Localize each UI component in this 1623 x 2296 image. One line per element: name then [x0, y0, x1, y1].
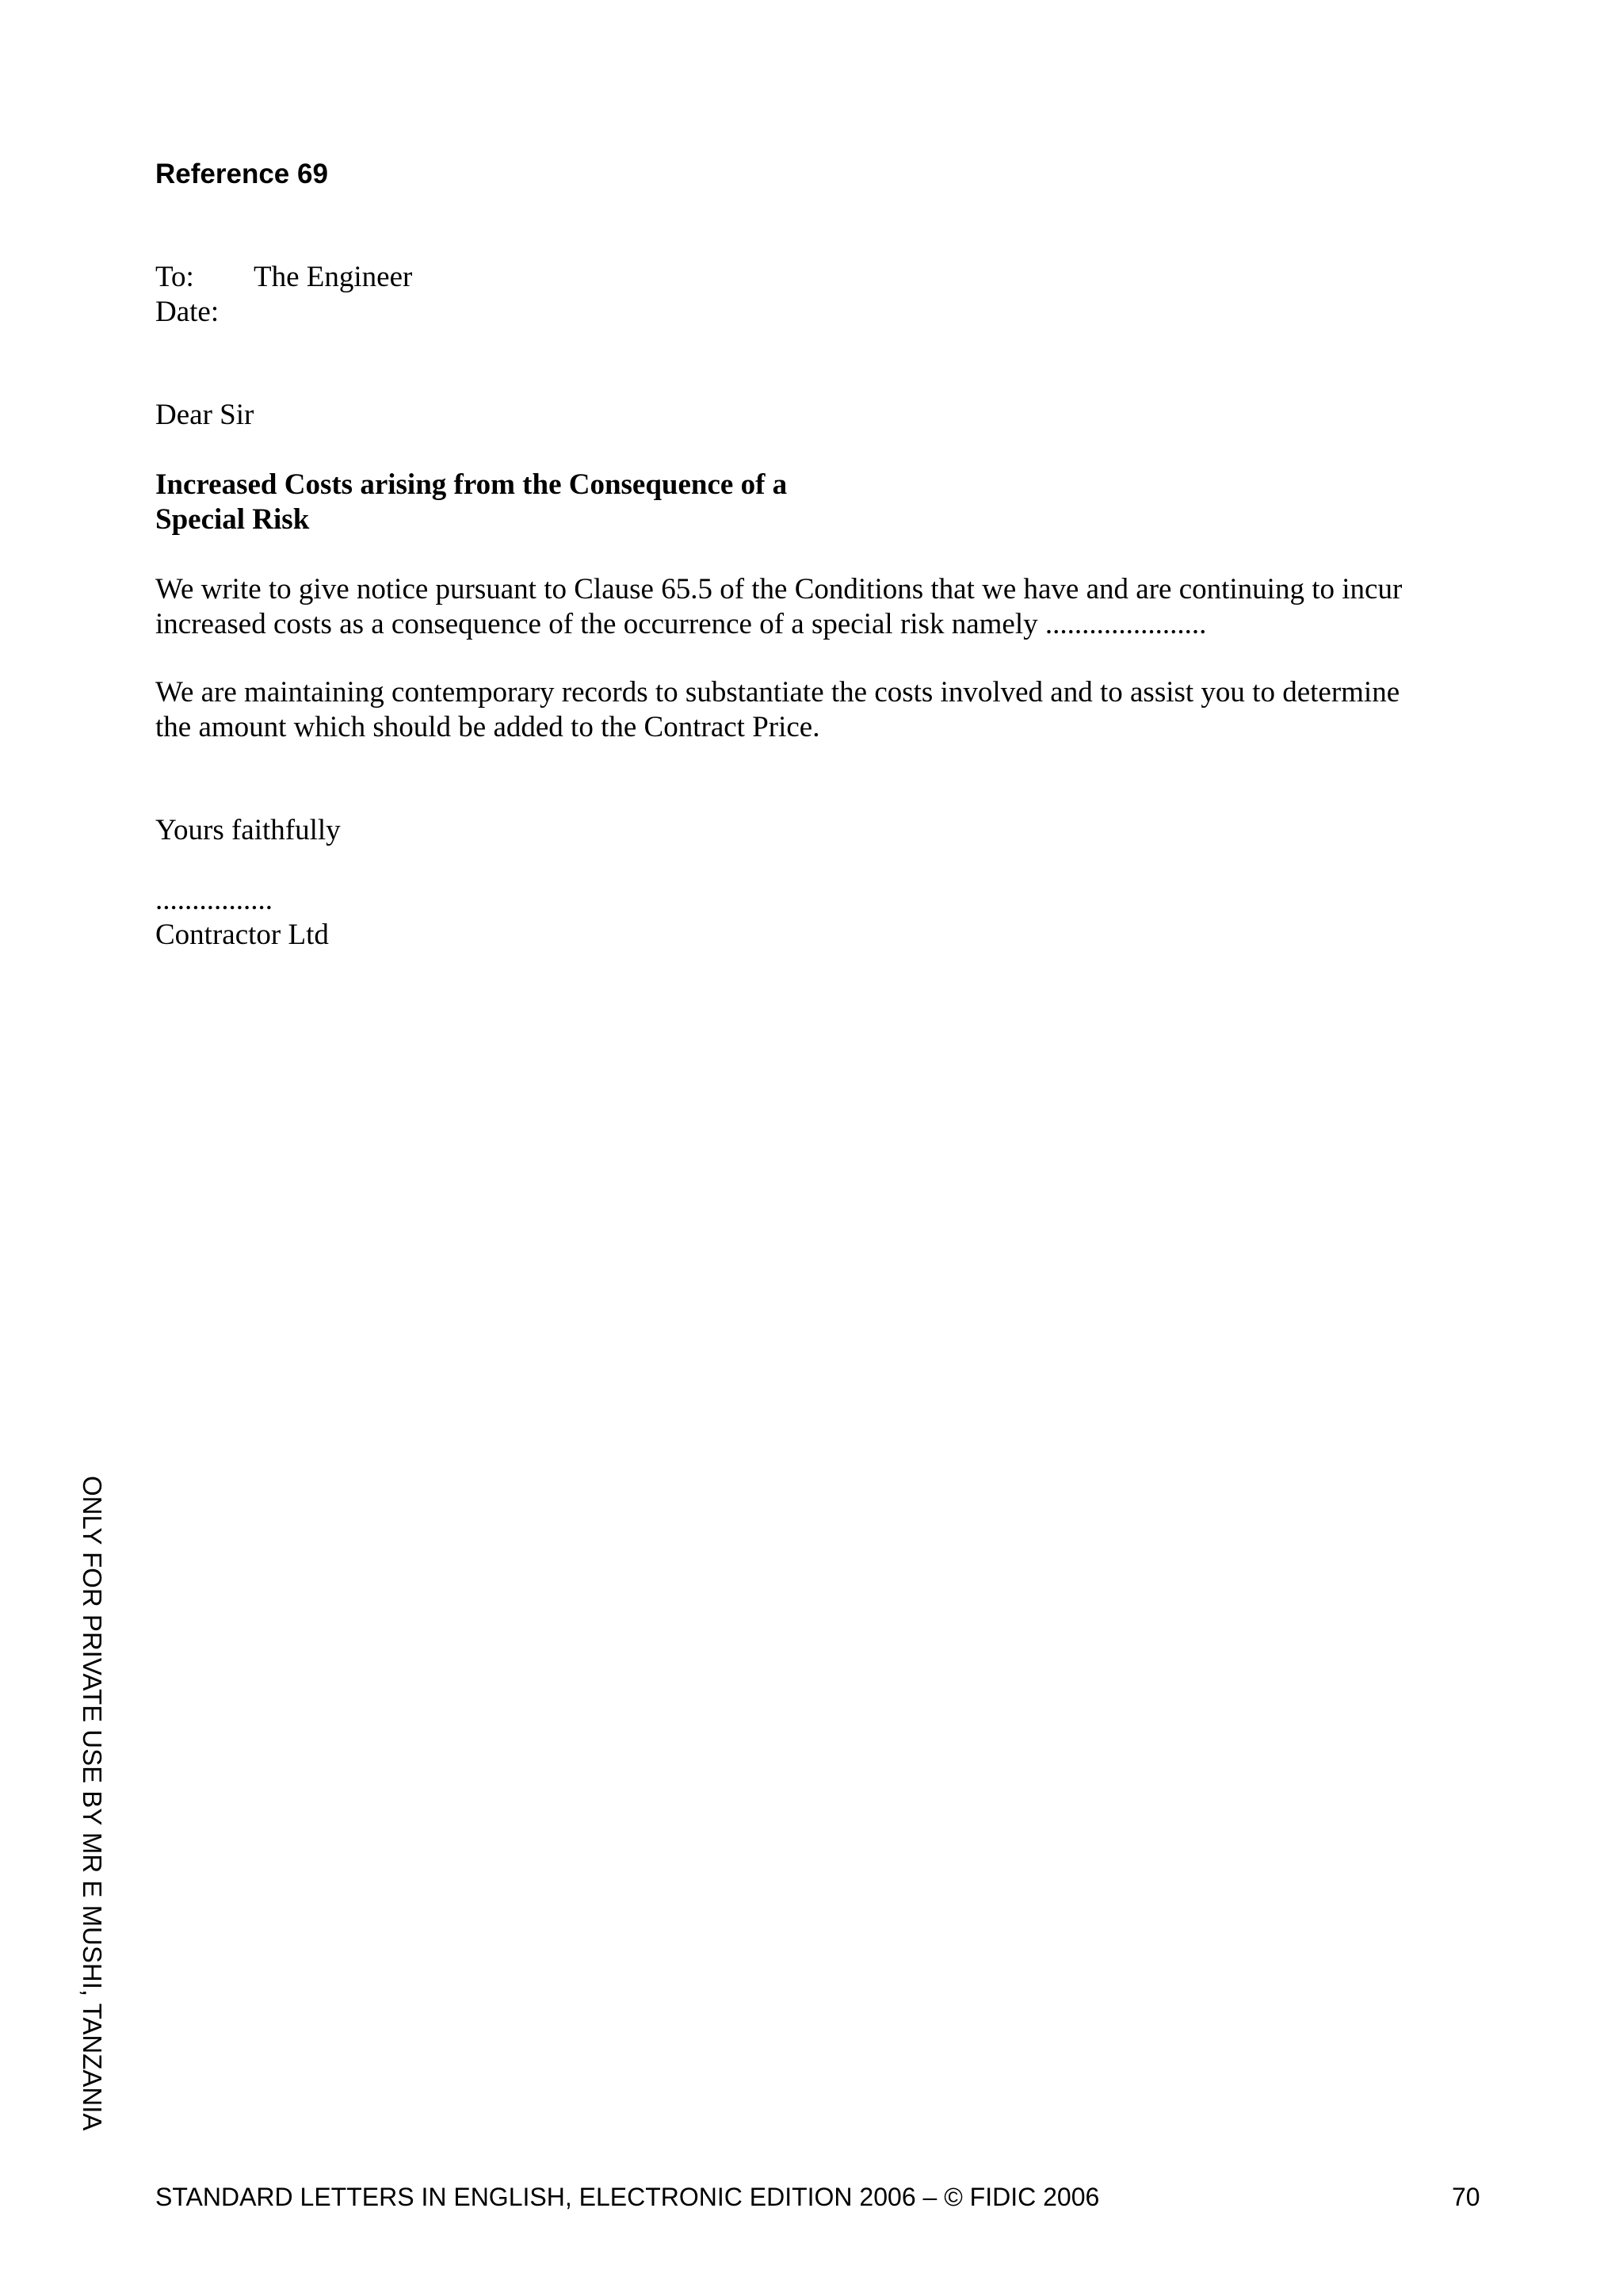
footer-title: STANDARD LETTERS IN ENGLISH, ELECTRONIC EDITION 2006 – © FIDIC 2006 [155, 2183, 1100, 2211]
to-label: To: [155, 261, 194, 293]
date-line [155, 295, 254, 330]
private-use-watermark: ONLY FOR PRIVATE USE BY MR E MUSHI, TANZANIA [78, 1476, 107, 2131]
subject-line-1: Increased Costs arising from the Consequence of a [155, 468, 788, 501]
subject-line-2: Special Risk [155, 503, 310, 536]
page-number: 70 [1452, 2183, 1480, 2211]
records-paragraph [155, 675, 1487, 745]
to-value: The Engineer [254, 261, 413, 293]
to-line [155, 260, 412, 295]
notice-paragraph-line-1: We write to give notice pursuant to Clause 65.5 of the Conditions that we have and are continuing to incur [155, 573, 1403, 606]
subject-heading [155, 468, 787, 537]
salutation: Dear Sir [155, 399, 254, 431]
closing: Yours faithfully [155, 814, 341, 846]
records-paragraph-line-1: We are maintaining contemporary records to substantiate the costs involved and to assist you to determine [155, 676, 1400, 709]
reference-heading: Reference 69 [155, 159, 328, 189]
signatory-name: Contractor Ltd [155, 919, 329, 951]
notice-paragraph [155, 572, 1487, 642]
date-label: Date: [155, 296, 220, 328]
signature-line: ................ [155, 884, 273, 916]
notice-paragraph-line-2: increased costs as a consequence of the occurrence of a special risk namely ...................... [155, 608, 1207, 640]
signature-block [155, 883, 329, 953]
records-paragraph-line-2: the amount which should be added to the Contract Price. [155, 711, 820, 743]
